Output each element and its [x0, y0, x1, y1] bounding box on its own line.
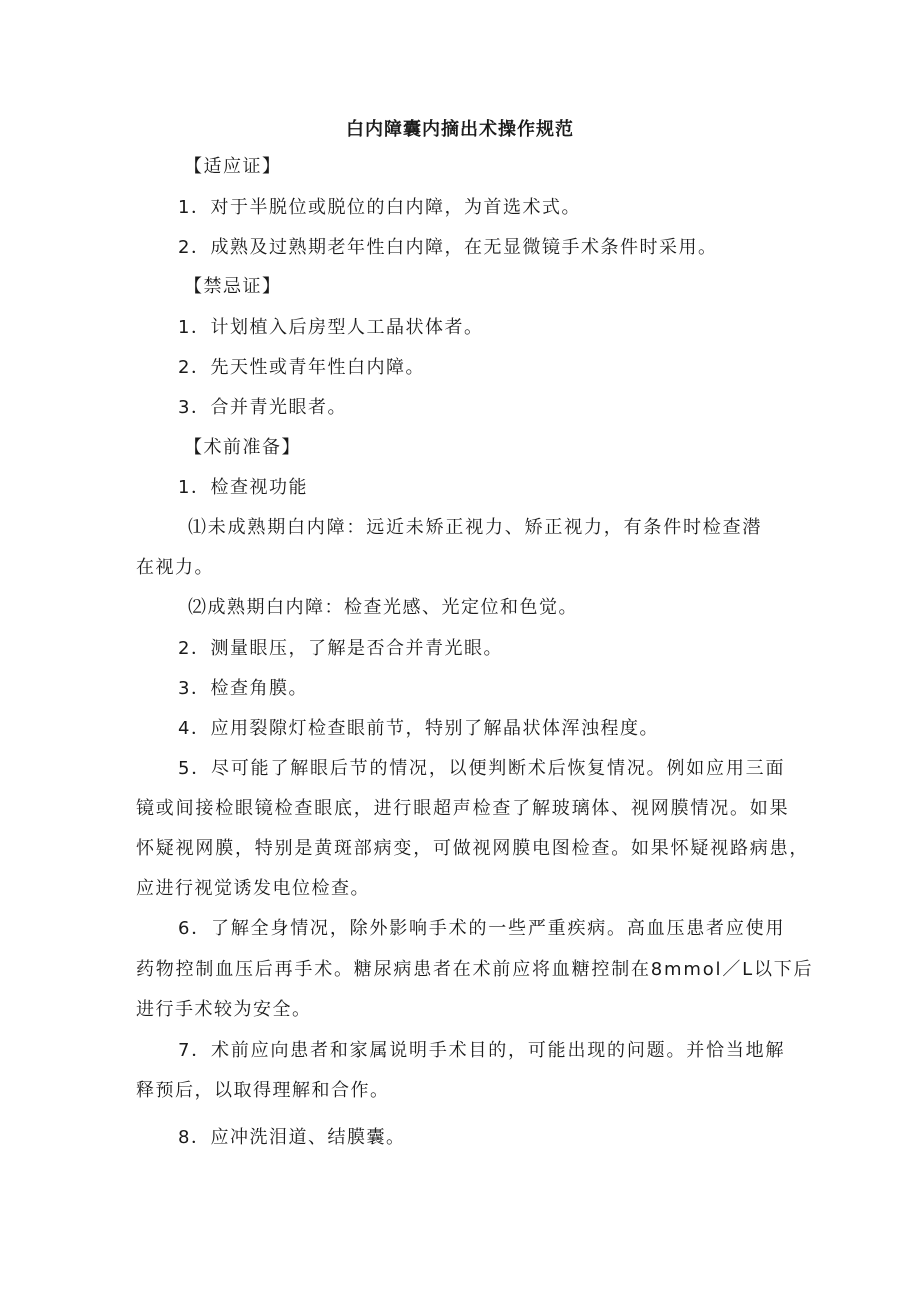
paragraph-line: 释预后，以取得理解和合作。 [136, 1080, 390, 1101]
paragraph-line: 镜或间接检眼镜检查眼底，进行眼超声检查了解玻璃体、视网膜情况。如果 [136, 798, 790, 819]
paragraph-line: 1．对于半脱位或脱位的白内障，为首选术式。 [178, 197, 581, 218]
paragraph-line: 怀疑视网膜，特别是黄斑部病变，可做视网膜电图检查。如果怀疑视路病患， [136, 838, 810, 859]
section-heading-preop: 【术前准备】 [184, 437, 301, 458]
paragraph-line: 8．应冲洗泪道、结膜囊。 [178, 1127, 406, 1148]
paragraph-line: ⑵成熟期白内障：检查光感、光定位和色觉。 [188, 597, 578, 618]
paragraph-line: 2．测量眼压，了解是否合并青光眼。 [178, 638, 503, 659]
paragraph-line: 应进行视觉诱发电位检查。 [136, 878, 370, 899]
paragraph-line: 6．了解全身情况，除外影响手术的一些严重疾病。高血压患者应使用 [178, 918, 786, 939]
paragraph-line: 3．合并青光眼者。 [178, 397, 347, 418]
paragraph-line: 药物控制血压后再手术。糖尿病患者在术前应将血糖控制在8mmol／L以下后 [136, 959, 814, 980]
paragraph-line: 2．先天性或青年性白内障。 [178, 357, 425, 378]
paragraph-line: 3．检查角膜。 [178, 678, 308, 699]
paragraph-line: 2．成熟及过熟期老年性白内障，在无显微镜手术条件时采用。 [178, 237, 718, 258]
paragraph-line: 进行手术较为安全。 [136, 999, 312, 1020]
paragraph-line: 7．术前应向患者和家属说明手术目的，可能出现的问题。并恰当地解 [178, 1040, 786, 1061]
section-heading-contraindications: 【禁忌证】 [184, 276, 282, 297]
paragraph-line: 5．尽可能了解眼后节的情况，以便判断术后恢复情况。例如应用三面 [178, 758, 786, 779]
paragraph-line: 1．计划植入后房型人工晶状体者。 [178, 317, 484, 338]
section-heading-indications: 【适应证】 [184, 156, 282, 177]
paragraph-line: 4．应用裂隙灯检查眼前节，特别了解晶状体浑浊程度。 [178, 718, 659, 739]
paragraph-line: 1．检查视功能 [178, 477, 308, 498]
document-title: 白内障囊内摘出术操作规范 [346, 119, 574, 140]
paragraph-line: 在视力。 [136, 557, 214, 578]
paragraph-line: ⑴未成熟期白内障：远近未矫正视力、矫正视力，有条件时检查潜 [188, 517, 763, 538]
